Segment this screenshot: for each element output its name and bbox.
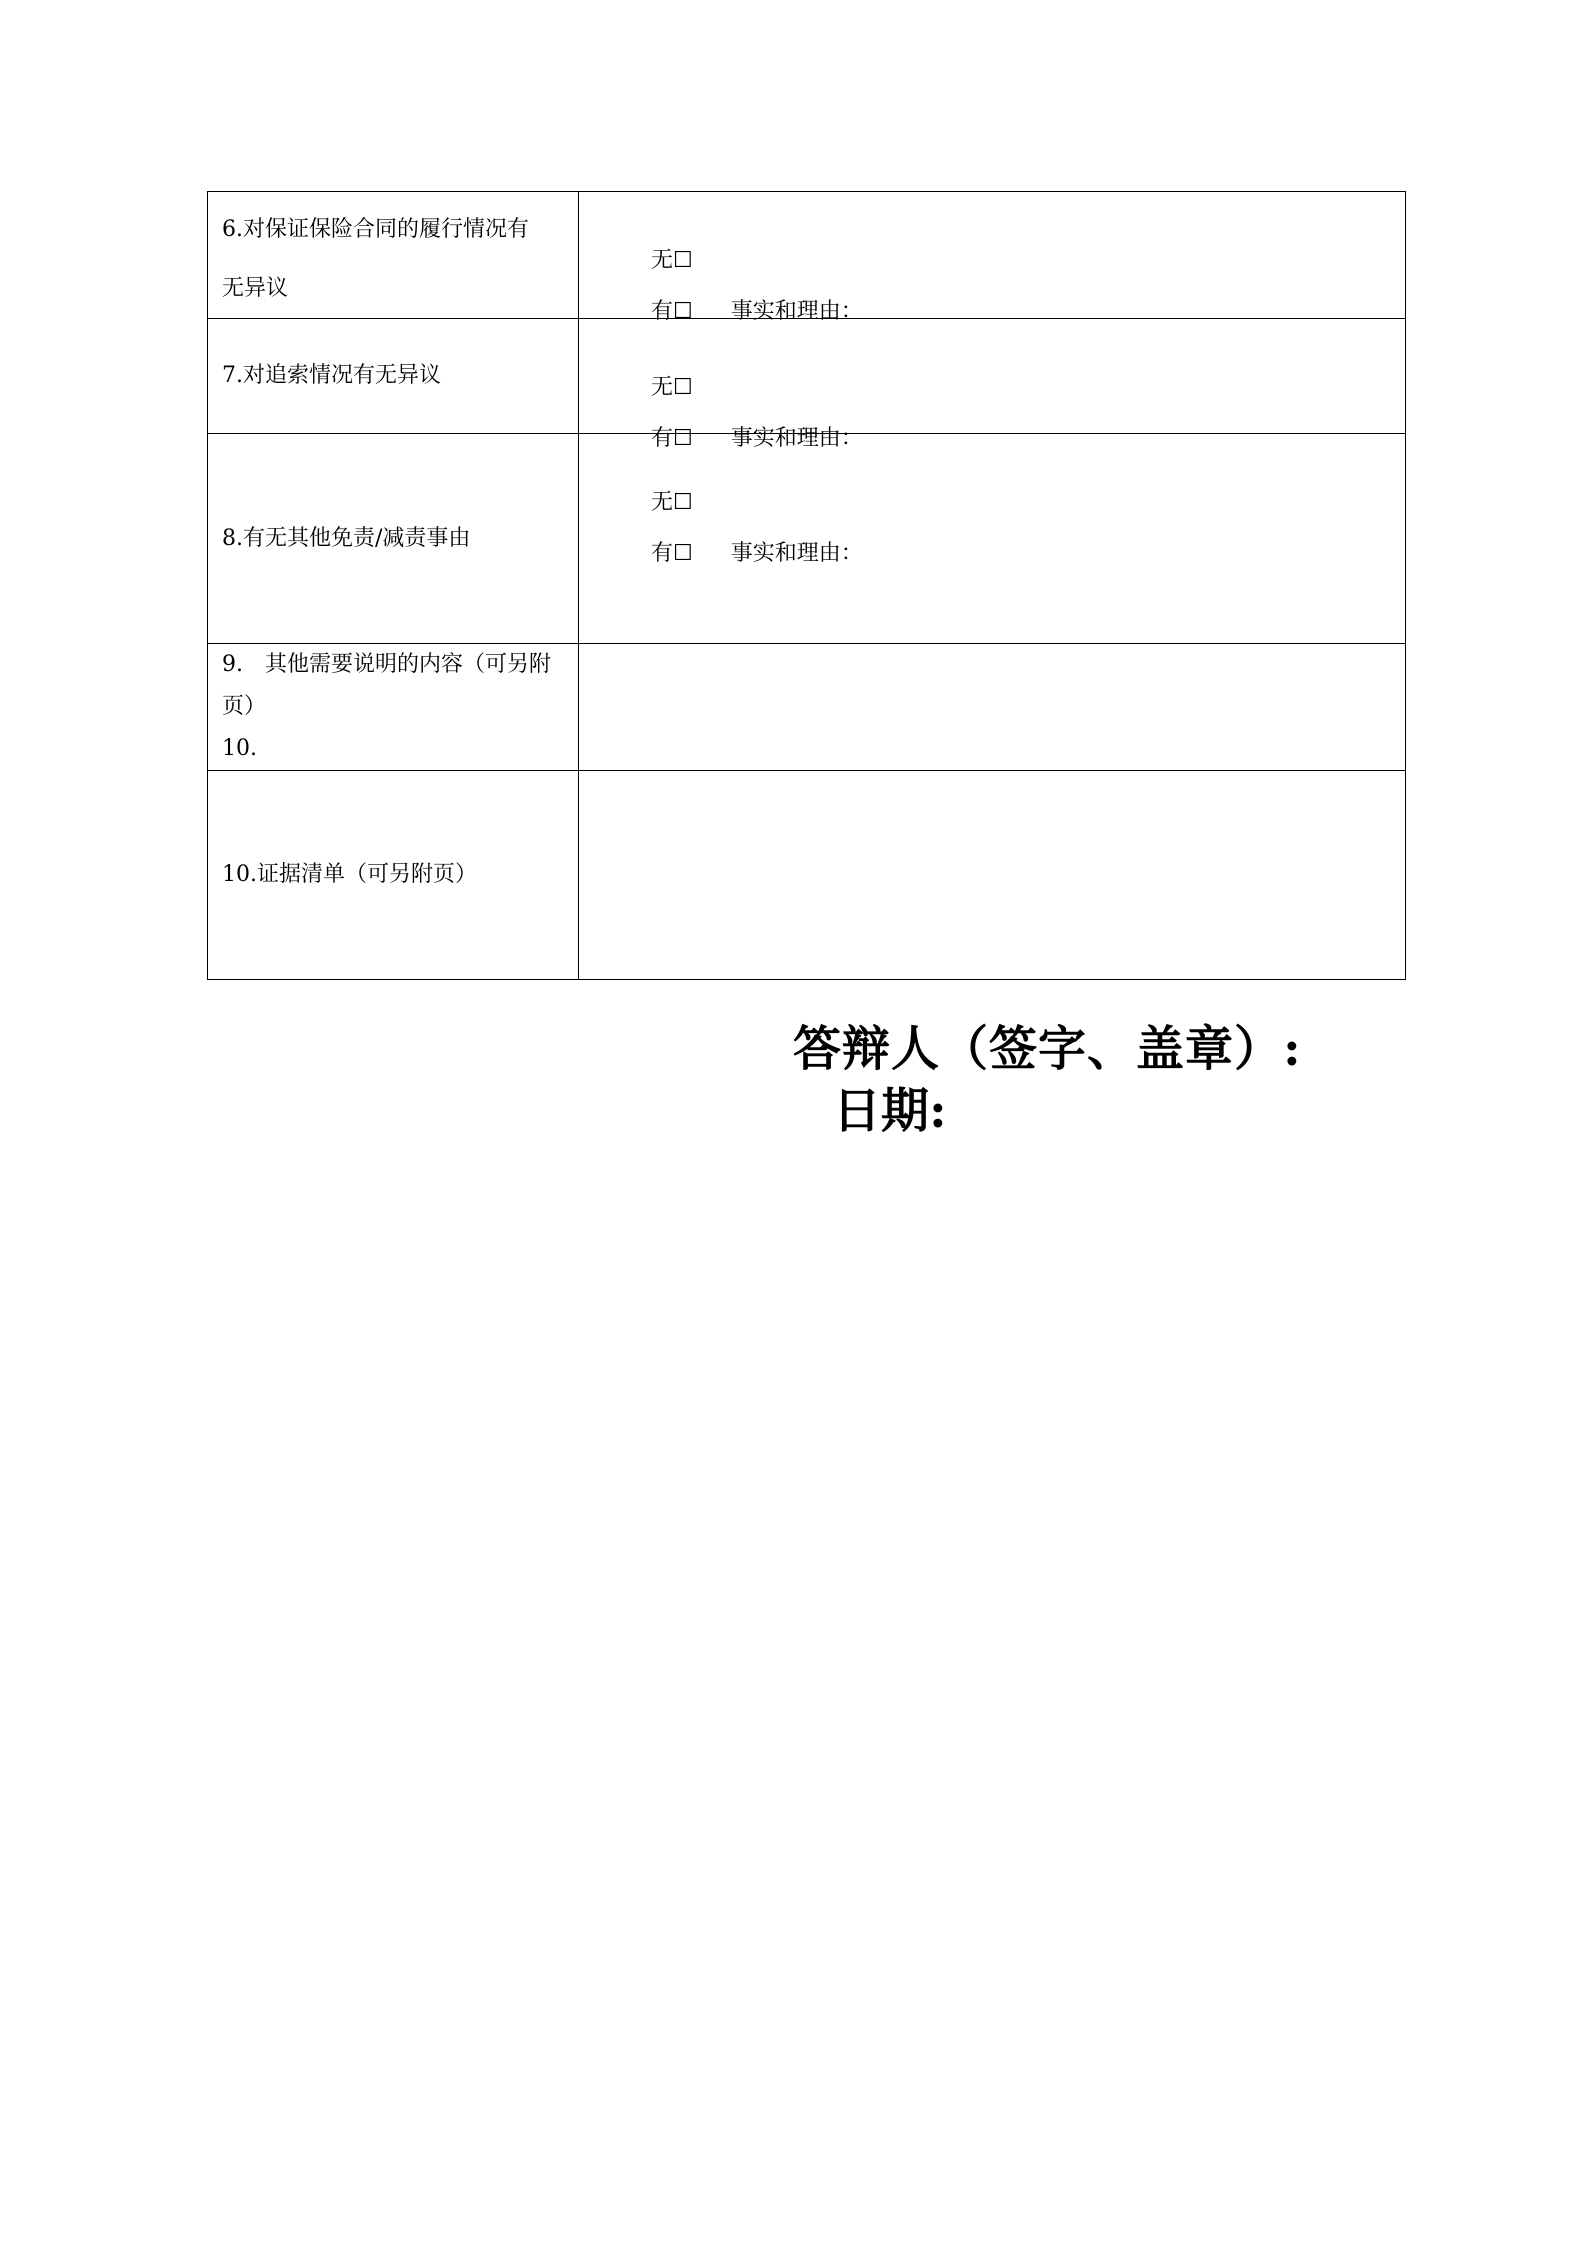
- respondent-signature-label: 答辩人（签字、盖章）:: [793, 1021, 1302, 1077]
- row-label-line: 9. 其他需要说明的内容（可另附: [222, 652, 551, 677]
- row-label-line: 无异议: [222, 276, 289, 301]
- reason-label: 事实和理由：: [730, 541, 863, 566]
- option-yes-checkbox[interactable]: 有☐: [650, 299, 693, 324]
- date-label: 日期:: [833, 1083, 947, 1139]
- table-row: [208, 771, 1406, 980]
- row-label-line: 8.有无其他免责/减责事由: [222, 525, 471, 551]
- option-none-checkbox[interactable]: 无☐: [650, 375, 693, 400]
- option-none-checkbox[interactable]: 无☐: [650, 490, 693, 515]
- row-label: [208, 319, 579, 434]
- row-label-line: 6.对保证保险合同的履行情况有: [222, 217, 529, 242]
- row-answer-cell: [579, 192, 1406, 324]
- row-label: [208, 434, 579, 644]
- table-row: [208, 644, 1406, 771]
- defense-form-table: [207, 191, 1406, 980]
- option-yes-checkbox[interactable]: 有☐: [650, 541, 693, 566]
- row-label: [208, 644, 579, 771]
- option-yes-checkbox[interactable]: 有☐: [650, 426, 693, 451]
- row-answer-cell[interactable]: [579, 771, 1406, 980]
- row-answer-cell[interactable]: [579, 644, 1406, 771]
- option-none-checkbox[interactable]: 无☐: [650, 248, 693, 273]
- row-label: [208, 192, 579, 319]
- row-label-line: 10.证据清单（可另附页）: [222, 862, 477, 887]
- table-row: [208, 319, 1406, 434]
- row-label: [208, 771, 579, 980]
- row-answer-cell: [579, 319, 1406, 451]
- row-label-line: 页）: [222, 694, 267, 719]
- reason-label: 事实和理由：: [730, 426, 863, 451]
- row-answer-cell: [579, 434, 1406, 644]
- reason-label: 事实和理由：: [730, 299, 863, 324]
- row-label-line: 10.: [222, 736, 257, 761]
- row-label-line: 7.对追索情况有无异议: [222, 363, 441, 388]
- table-row: [208, 434, 1406, 644]
- table-row: [208, 192, 1406, 319]
